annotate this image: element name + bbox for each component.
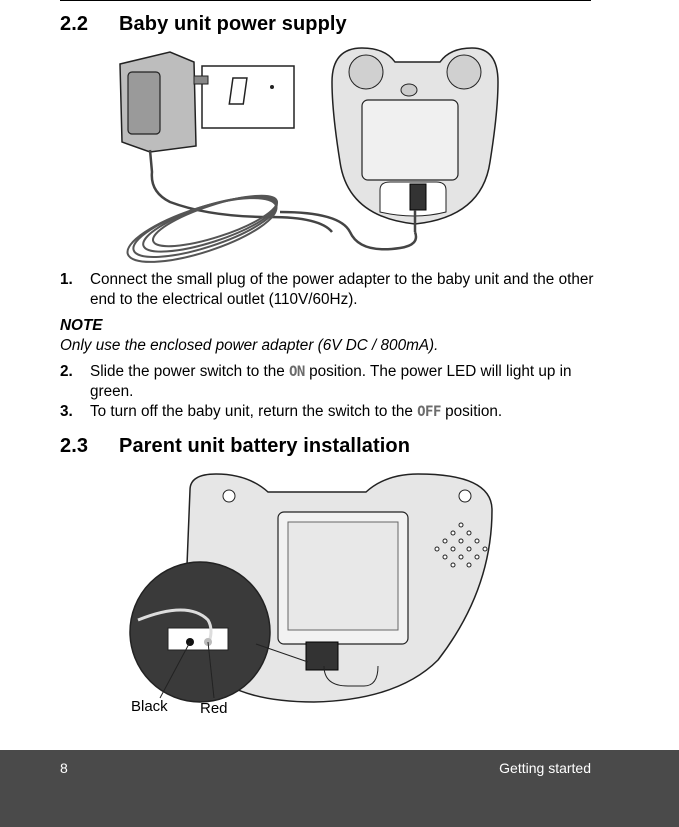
section-title: Parent unit battery installation (119, 435, 411, 457)
battery-connector (306, 642, 338, 670)
black-wire-label: Black (131, 698, 168, 715)
section-number: 2.2 (60, 13, 89, 35)
battery-cover (362, 100, 458, 180)
wall-outlet-plate (202, 66, 294, 128)
footer-section-title: Getting started (499, 760, 591, 776)
off-switch-label: OFF (417, 404, 441, 420)
red-wire-label: Red (200, 700, 228, 717)
dc-jack (410, 184, 426, 210)
section-heading-2-2 (60, 13, 347, 36)
step-1: 1. Connect the small plug of the power adapter to the baby unit and the other end to the electrical outlet (110V/60Hz). (60, 271, 594, 308)
outlet-switch (229, 78, 247, 104)
page-footer (0, 750, 679, 827)
section-number: 2.3 (60, 435, 89, 457)
on-switch-label: ON (288, 364, 305, 380)
section-heading-2-3 (60, 435, 410, 458)
parent-unit-battery-illustration (128, 470, 513, 720)
step-2: 2. Slide the power switch to the ON position. The power LED will light up in green. (60, 363, 572, 400)
coiled-cord (121, 185, 283, 264)
note-text: Only use the enclosed power adapter (6V DC / 800mA). (60, 337, 439, 354)
note-heading: NOTE (60, 317, 103, 334)
baby-unit-power-illustration (110, 42, 500, 264)
step-3: 3. To turn off the baby unit, return the switch to the OFF position. (60, 403, 503, 420)
top-rule (60, 0, 591, 1)
page-number: 8 (60, 760, 68, 776)
section-title: Baby unit power supply (119, 13, 347, 35)
